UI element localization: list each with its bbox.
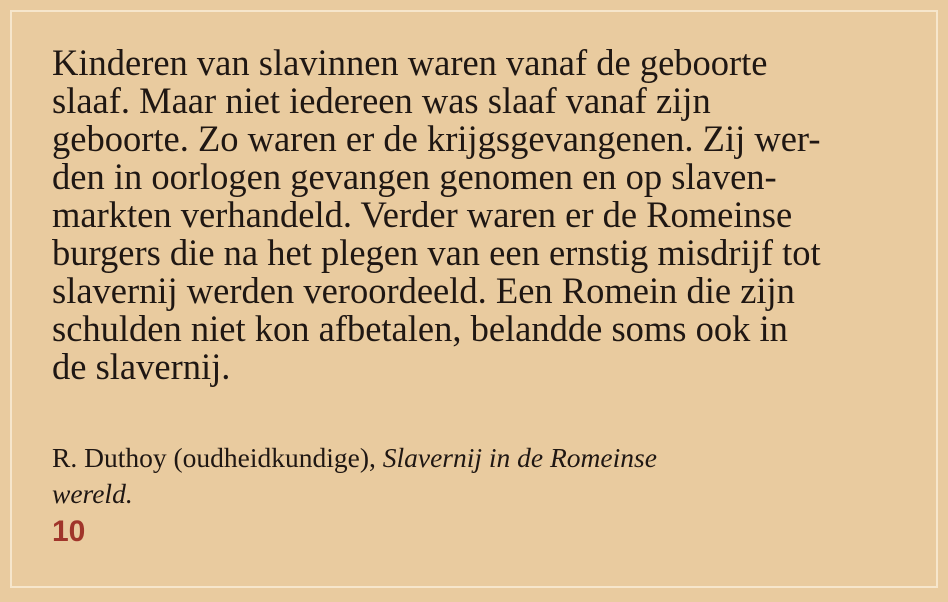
- citation-line: [52, 440, 912, 476]
- quote-text: [52, 44, 922, 386]
- quote-line: slaaf. Maar niet iedereen was slaaf vanaf zijn: [52, 80, 711, 121]
- quote-line: schulden niet kon afbetalen, belandde soms ook in: [52, 308, 788, 349]
- quote-line: geboorte. Zo waren er de krijgsgevangenen. Zij wer-: [52, 118, 821, 159]
- quote-line: de slavernij.: [52, 346, 231, 387]
- quote-line: burgers die na het plegen van een ernstig misdrijf tot: [52, 232, 821, 273]
- quote-line: slavernij werden veroordeeld. Een Romein die zijn: [52, 270, 795, 311]
- quote-line: den in oorlogen gevangen genomen en op slaven-: [52, 156, 777, 197]
- source-citation: [52, 440, 912, 512]
- citation-title-continued: wereld.: [52, 478, 133, 509]
- citation-title: Slavernij in de Romeinse: [382, 442, 657, 473]
- quote-line: Kinderen van slavinnen waren vanaf de geboorte: [52, 42, 768, 83]
- quote-line: markten verhandeld. Verder waren er de Romeinse: [52, 194, 793, 235]
- source-number: 10: [52, 515, 86, 548]
- citation-author: R. Duthoy (oudheidkundige),: [52, 442, 376, 473]
